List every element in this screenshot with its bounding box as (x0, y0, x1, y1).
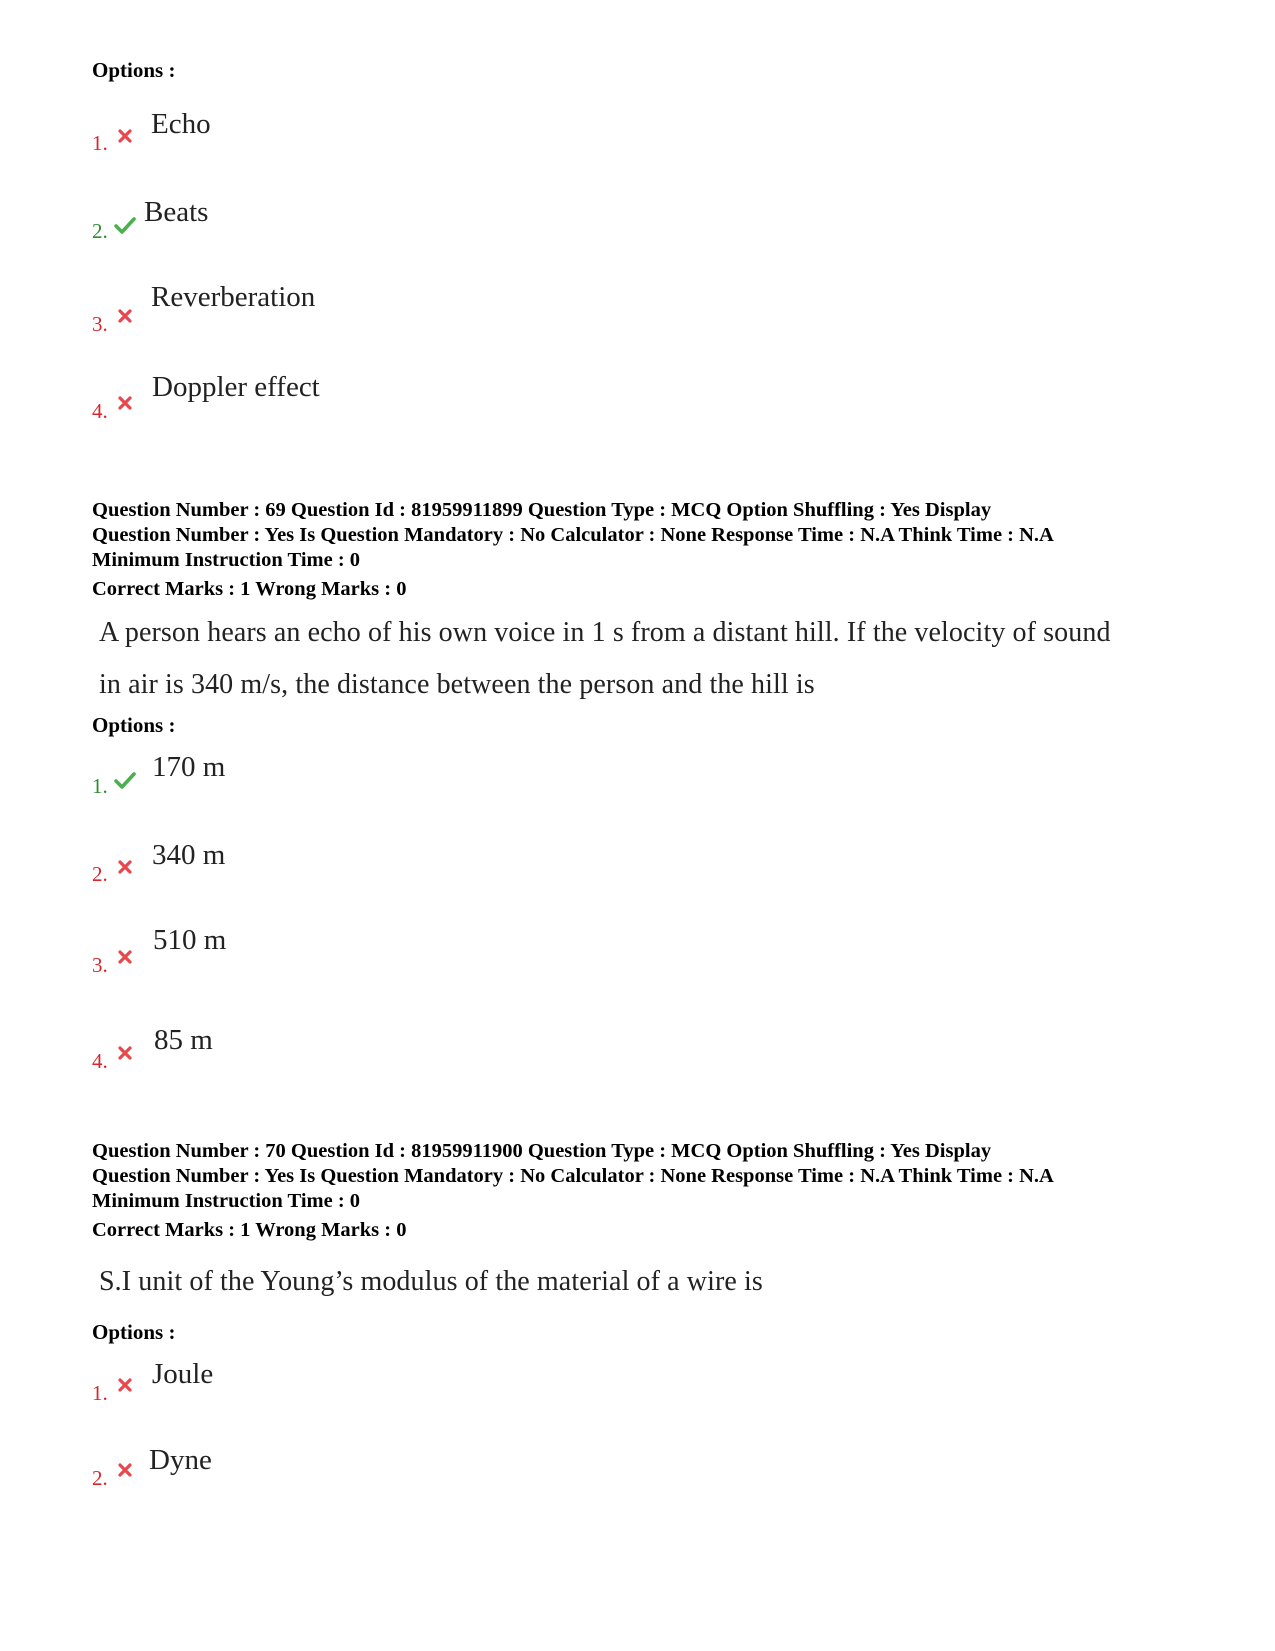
option-item (92, 1358, 692, 1418)
cross-icon (118, 309, 132, 328)
question-stem-line: A person hears an echo of his own voice in 1 s from a distant hill. If the velocity of sound (99, 617, 1111, 648)
option-text: 510 m (153, 924, 227, 956)
cross-icon (118, 860, 132, 879)
option-number: 2. (92, 219, 108, 243)
options-label: Options : (92, 713, 176, 737)
option-text: Joule (152, 1358, 214, 1390)
option-text: Echo (151, 108, 211, 140)
option-text: Doppler effect (152, 371, 320, 403)
question-marks: Correct Marks : 1 Wrong Marks : 0 (92, 1219, 407, 1241)
option-item (92, 1024, 692, 1084)
question-meta (92, 498, 1212, 573)
question-meta-line: Minimum Instruction Time : 0 (92, 549, 361, 571)
cross-icon (118, 129, 132, 148)
question-meta (92, 1139, 1212, 1214)
question-meta-line: Question Number : 69 Question Id : 81959911899 Question Type : MCQ Option Shuffling : Yes Display (92, 499, 992, 521)
option-text: 170 m (152, 751, 226, 783)
question-stem-line: in air is 340 m/s, the distance between the person and the hill is (99, 669, 815, 700)
option-text: Beats (144, 196, 209, 228)
question-stem-line: S.I unit of the Young’s modulus of the material of a wire is (99, 1266, 763, 1297)
check-icon (114, 216, 136, 239)
options-label: Options : (92, 58, 176, 82)
option-number: 2. (92, 862, 108, 886)
option-number: 1. (92, 774, 108, 798)
option-item (92, 108, 692, 168)
option-item (92, 1444, 692, 1504)
option-text: Reverberation (151, 281, 316, 313)
option-number: 1. (92, 131, 108, 155)
cross-icon (118, 1463, 132, 1482)
option-number: 4. (92, 399, 108, 423)
option-text: Dyne (149, 1444, 212, 1476)
question-meta-line: Minimum Instruction Time : 0 (92, 1190, 361, 1212)
option-number: 3. (92, 953, 108, 977)
option-number: 2. (92, 1466, 108, 1490)
question-meta-line: Question Number : Yes Is Question Mandatory : No Calculator : None Response Time : N.A Think Time : N.A (92, 524, 1054, 546)
option-number: 3. (92, 312, 108, 336)
option-item (92, 371, 692, 431)
check-icon (114, 771, 136, 794)
option-item (92, 281, 692, 341)
option-item (92, 924, 692, 984)
question-meta-line: Question Number : Yes Is Question Mandatory : No Calculator : None Response Time : N.A Think Time : N.A (92, 1165, 1054, 1187)
option-item (92, 751, 692, 811)
cross-icon (118, 950, 132, 969)
options-label: Options : (92, 1320, 176, 1344)
cross-icon (118, 1378, 132, 1397)
option-text: 85 m (154, 1024, 213, 1056)
cross-icon (118, 1046, 132, 1065)
cross-icon (118, 396, 132, 415)
option-number: 4. (92, 1049, 108, 1073)
option-number: 1. (92, 1381, 108, 1405)
option-item (92, 196, 692, 256)
question-marks: Correct Marks : 1 Wrong Marks : 0 (92, 578, 407, 600)
option-text: 340 m (152, 839, 226, 871)
option-item (92, 839, 692, 899)
question-meta-line: Question Number : 70 Question Id : 81959911900 Question Type : MCQ Option Shuffling : Yes Display (92, 1140, 992, 1162)
